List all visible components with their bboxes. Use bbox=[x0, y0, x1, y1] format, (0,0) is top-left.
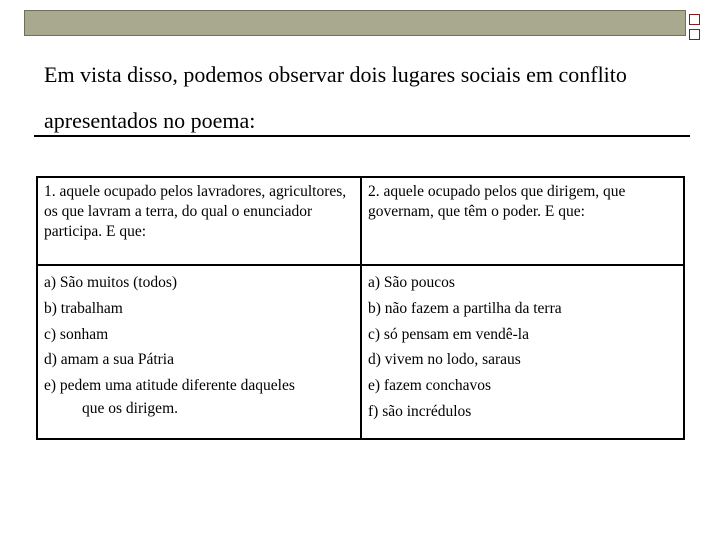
list-item-continuation: que os dirigem. bbox=[82, 399, 178, 417]
list-item: b) trabalham bbox=[44, 299, 123, 317]
slide-title: Em vista disso, podemos observar dois lugares sociais em conflito apresentados no poema: bbox=[44, 62, 627, 133]
list-item: e) pedem uma atitude diferente daqueles bbox=[44, 377, 295, 395]
list-item: b) não fazem a partilha da terra bbox=[368, 299, 562, 317]
comparison-table bbox=[36, 176, 685, 440]
list-item: a) São muitos (todos) bbox=[44, 274, 178, 291]
column-2-items bbox=[361, 265, 684, 439]
column-2-header: 2. aquele ocupado pelos que dirigem, que governam, que têm o poder. E que: bbox=[361, 177, 684, 265]
table-items-row bbox=[37, 265, 684, 439]
list-item: d) amam a sua Pátria bbox=[44, 351, 174, 369]
slide-header-bar bbox=[24, 10, 686, 36]
list-item: d) vivem no lodo, saraus bbox=[368, 351, 521, 369]
list-item: a) São poucos bbox=[368, 274, 455, 291]
square-bullet-icon bbox=[689, 14, 700, 25]
table-header-row bbox=[37, 177, 684, 265]
title-divider bbox=[34, 135, 690, 137]
list-item: c) sonham bbox=[44, 325, 109, 343]
list-item: f) são incrédulos bbox=[368, 402, 472, 420]
list-item: c) só pensam em vendê-la bbox=[368, 325, 529, 343]
column-1-items bbox=[37, 265, 361, 439]
list-item: e) fazem conchavos bbox=[368, 377, 492, 395]
column-1-header: 1. aquele ocupado pelos lavradores, agricultores, os que lavram a terra, do qual o enunciador participa. E que: bbox=[37, 177, 361, 265]
square-bullet-icon bbox=[689, 29, 700, 40]
